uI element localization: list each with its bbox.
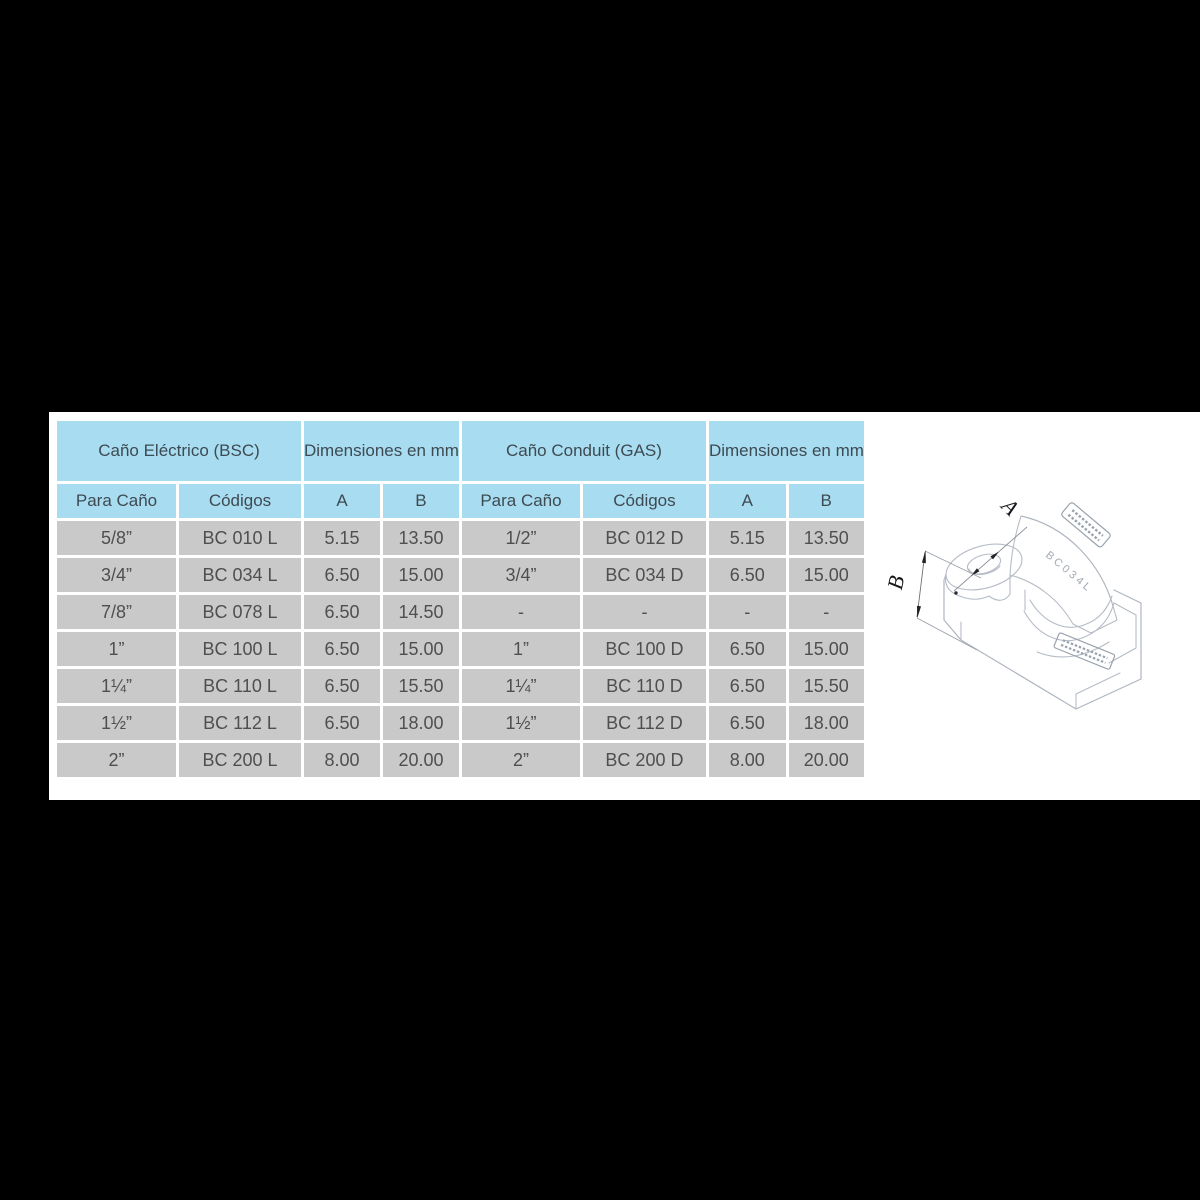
brand-stamp-base: [1054, 632, 1116, 669]
column-header: Para Caño: [57, 484, 176, 518]
table-cell: BC 034 L: [179, 558, 301, 592]
dimension-a: [954, 492, 1027, 595]
table-cell: 6.50: [709, 706, 786, 740]
table-cell: -: [462, 595, 580, 629]
table-cell: 6.50: [304, 558, 380, 592]
table-cell: BC 110 L: [179, 669, 301, 703]
table-cell: 3/4”: [57, 558, 176, 592]
dimension-b-label: B: [882, 573, 910, 592]
table-cell: 6.50: [709, 632, 786, 666]
table-cell: 15.00: [789, 632, 864, 666]
table-cell: BC 100 D: [583, 632, 706, 666]
brand-stamp-top: [1061, 502, 1112, 548]
table-cell: 1”: [462, 632, 580, 666]
table-cell: 13.50: [789, 521, 864, 555]
table-cell: 1¼”: [57, 669, 176, 703]
engraved-code: BC034L: [1043, 549, 1096, 596]
column-group-header: Dimensiones en mm: [709, 421, 864, 481]
table-cell: 5/8”: [57, 521, 176, 555]
content-panel: [49, 412, 1200, 800]
table-row: [57, 558, 864, 592]
column-header: A: [304, 484, 380, 518]
table-cell: 1”: [57, 632, 176, 666]
table-cell: -: [709, 595, 786, 629]
column-group-header: Caño Conduit (GAS): [462, 421, 706, 481]
column-group-header: Caño Eléctrico (BSC): [57, 421, 301, 481]
clamp-line-art: [941, 516, 1141, 709]
table-cell: 15.00: [383, 632, 459, 666]
arrowhead-b-upper: [922, 550, 926, 563]
table-cell: 5.15: [709, 521, 786, 555]
table-cell: 14.50: [383, 595, 459, 629]
column-header: B: [383, 484, 459, 518]
table-cell: 7/8”: [57, 595, 176, 629]
dimension-a-label: A: [996, 493, 1024, 521]
table-cell: 3/4”: [462, 558, 580, 592]
table-row: [57, 743, 864, 777]
table-cell: BC 200 L: [179, 743, 301, 777]
table-cell: 1/2”: [462, 521, 580, 555]
column-header: B: [789, 484, 864, 518]
table-cell: 13.50: [383, 521, 459, 555]
table-cell: 1¼”: [462, 669, 580, 703]
table-cell: 8.00: [709, 743, 786, 777]
table-cell: 1½”: [462, 706, 580, 740]
table-cell: BC 100 L: [179, 632, 301, 666]
column-header: Códigos: [179, 484, 301, 518]
table-cell: BC 110 D: [583, 669, 706, 703]
column-header: Códigos: [583, 484, 706, 518]
table-row: [57, 521, 864, 555]
table-cell: 15.00: [383, 558, 459, 592]
table-cell: 8.00: [304, 743, 380, 777]
table-cell: 18.00: [383, 706, 459, 740]
spec-table: [54, 418, 867, 780]
table-cell: BC 112 D: [583, 706, 706, 740]
table-cell: 6.50: [304, 632, 380, 666]
table-row: [57, 632, 864, 666]
table-cell: BC 112 L: [179, 706, 301, 740]
table-cell: 6.50: [304, 669, 380, 703]
table-cell: 6.50: [709, 558, 786, 592]
table-cell: BC 034 D: [583, 558, 706, 592]
table-cell: 15.50: [789, 669, 864, 703]
table-cell: 6.50: [709, 669, 786, 703]
table-cell: 2”: [462, 743, 580, 777]
table-row: [57, 595, 864, 629]
table-cell: 20.00: [383, 743, 459, 777]
table-cell: -: [789, 595, 864, 629]
column-header: A: [709, 484, 786, 518]
table-cell: BC 010 L: [179, 521, 301, 555]
arrowhead-b-lower: [917, 606, 921, 619]
table-cell: 2”: [57, 743, 176, 777]
table-cell: -: [583, 595, 706, 629]
table-cell: 6.50: [304, 595, 380, 629]
table-cell: 5.15: [304, 521, 380, 555]
group-header-row: [57, 421, 864, 481]
table-cell: 15.50: [383, 669, 459, 703]
table-cell: 6.50: [304, 706, 380, 740]
table-cell: 18.00: [789, 706, 864, 740]
table-cell: 1½”: [57, 706, 176, 740]
table-row: [57, 706, 864, 740]
table-row: [57, 669, 864, 703]
table-cell: BC 012 D: [583, 521, 706, 555]
table-cell: 15.00: [789, 558, 864, 592]
column-header: Para Caño: [462, 484, 580, 518]
dimension-b: [882, 550, 981, 650]
column-header-row: [57, 484, 864, 518]
table-cell: BC 078 L: [179, 595, 301, 629]
clamp-diagram: [877, 470, 1177, 755]
table-cell: BC 200 D: [583, 743, 706, 777]
table-cell: 20.00: [789, 743, 864, 777]
column-group-header: Dimensiones en mm: [304, 421, 459, 481]
